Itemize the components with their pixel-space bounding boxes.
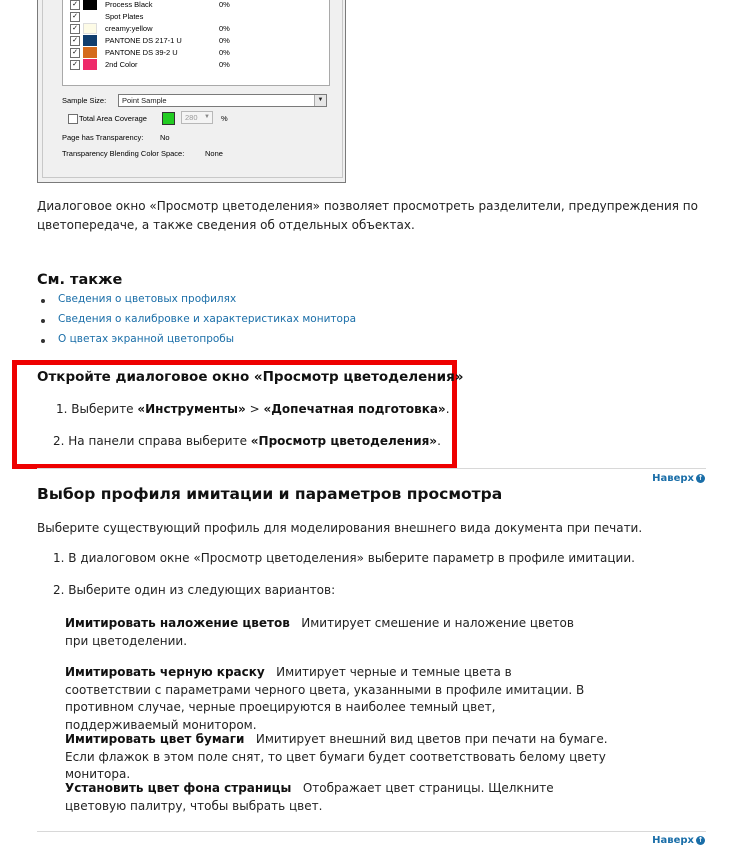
step-text: Выберите один из следующих вариантов: (68, 583, 336, 597)
ink-row (63, 59, 329, 71)
ink-row (63, 0, 329, 11)
open-step-1 (56, 402, 450, 416)
blend-space-label: Transparency Blending Color Space: (62, 149, 185, 158)
ink-swatch (83, 47, 97, 58)
link-color-profiles[interactable]: Сведения о цветовых профилях (58, 293, 237, 305)
option-page-background (65, 780, 585, 815)
ink-name: Spot Plates (105, 12, 144, 21)
ink-percent: 0% (219, 24, 230, 33)
ink-checkbox: ✓ (70, 36, 80, 46)
ink-percent: 0% (219, 0, 230, 9)
blend-space-value: None (205, 149, 223, 158)
arrow-up-icon: ↑ (697, 835, 704, 844)
option-term: Установить цвет фона страницы (65, 781, 292, 795)
intro-text-line1: Диалоговое окно «Просмотр цветоделения» позволяет просмотреть разделители, предупреждения по (37, 199, 698, 213)
ink-row (63, 47, 329, 59)
step-number: 1. (56, 402, 68, 416)
ink-row (63, 11, 329, 23)
see-also-heading: См. также (37, 272, 123, 288)
main-step-2 (53, 583, 335, 597)
open-section-heading: Откройте диалоговое окно «Просмотр цветоделения» (37, 369, 464, 385)
menu-print-production: «Допечатная подготовка» (263, 402, 446, 416)
back-to-top-link[interactable] (652, 835, 705, 846)
ink-name: 2nd Color (105, 60, 138, 69)
main-intro: Выберите существующий профиль для моделирования внешнего вида документа при печати. (37, 521, 643, 535)
sample-size-label: Sample Size: (62, 96, 107, 105)
ink-name: Process Black (105, 0, 153, 9)
menu-separator: > (249, 402, 260, 416)
ink-swatch (83, 23, 97, 34)
option-black-ink (65, 664, 585, 734)
ink-checkbox: ✓ (70, 24, 80, 34)
output-preview-dialog-screenshot (37, 0, 346, 183)
step-text: На панели справа выберите (68, 434, 247, 448)
ink-percent: 0% (219, 60, 230, 69)
ink-swatch (83, 59, 97, 70)
ink-percent: 0% (219, 36, 230, 45)
section-divider (37, 468, 706, 469)
option-term: Имитировать цвет бумаги (65, 732, 245, 746)
chevron-down-icon: ▼ (314, 95, 326, 106)
option-desc: Имитирует внешний вид цветов при печати на бумаге. Если флажок в этом поле снят, то цвет бумаги будет соответствовать белому цвету монитора. (65, 732, 608, 781)
chevron-down-icon: ▼ (204, 114, 210, 120)
option-term: Имитировать наложение цветов (65, 616, 290, 630)
ink-name: PANTONE DS 39-2 U (105, 48, 178, 57)
main-step-1 (53, 551, 635, 565)
total-area-value: 280 (185, 113, 198, 122)
ink-checkbox: ✓ (70, 0, 80, 10)
total-area-checkbox (68, 114, 78, 124)
step-text: Выберите (71, 402, 134, 416)
option-overprint (65, 615, 575, 650)
ink-list (62, 0, 330, 86)
total-area-label: Total Area Coverage (79, 114, 147, 123)
total-area-value-field (181, 111, 213, 124)
step-number: 1. (53, 551, 65, 565)
option-desc: Отображает цвет страницы. Щелкните цветовую палитру, чтобы выбрать цвет. (65, 781, 554, 813)
arrow-up-icon: ↑ (697, 473, 704, 482)
ink-checkbox: ✓ (70, 48, 80, 58)
ink-checkbox: ✓ (70, 12, 80, 22)
ink-swatch (83, 0, 97, 10)
coverage-color-swatch (162, 112, 175, 125)
intro-text-line2: цветопередаче, а также сведения об отдельных объектах. (37, 218, 415, 232)
ink-percent: 0% (219, 48, 230, 57)
back-to-top-link[interactable] (652, 473, 705, 484)
step-number: 2. (53, 583, 65, 597)
sample-size-value: Point Sample (122, 96, 167, 105)
ink-checkbox: ✓ (70, 60, 80, 70)
section-divider (37, 831, 706, 832)
bullet (41, 299, 45, 303)
open-step-2 (53, 434, 441, 448)
option-paper-color (65, 731, 615, 784)
bullet (41, 319, 45, 323)
dialog-panel (42, 0, 343, 178)
option-desc: Имитирует черные и темные цвета в соответствии с параметрами черного цвета, указанными в профиле имитации. В противном случае, черные проецируются в наиболее темный цвет, поддерживаемый монитором. (65, 665, 585, 732)
ink-name: PANTONE DS 217-1 U (105, 36, 182, 45)
back-to-top-label: Наверх (652, 835, 694, 846)
transparency-value: No (160, 133, 170, 142)
option-desc: Имитирует смешение и наложение цветов при цветоделении. (65, 616, 574, 648)
step-number: 2. (53, 434, 65, 448)
ink-swatch (83, 35, 97, 46)
step-end: . (437, 434, 441, 448)
ink-row (63, 23, 329, 35)
percent-sign: % (221, 114, 228, 123)
back-to-top-label: Наверх (652, 473, 694, 484)
main-section-heading: Выбор профиля имитации и параметров просмотра (37, 485, 503, 503)
tool-output-preview: «Просмотр цветоделения» (250, 434, 438, 448)
sample-size-select (118, 94, 327, 107)
ink-name: creamy:yellow (105, 24, 153, 33)
step-text: В диалоговом окне «Просмотр цветоделения» выберите параметр в профиле имитации. (68, 551, 635, 565)
option-term: Имитировать черную краску (65, 665, 265, 679)
bullet (41, 339, 45, 343)
menu-tools: «Инструменты» (137, 402, 246, 416)
link-monitor-calibration[interactable]: Сведения о калибровке и характеристиках монитора (58, 313, 357, 325)
ink-row (63, 35, 329, 47)
transparency-label: Page has Transparency: (62, 133, 144, 142)
link-soft-proof-colors[interactable]: О цветах экранной цветопробы (58, 333, 235, 345)
step-end: . (445, 402, 450, 416)
